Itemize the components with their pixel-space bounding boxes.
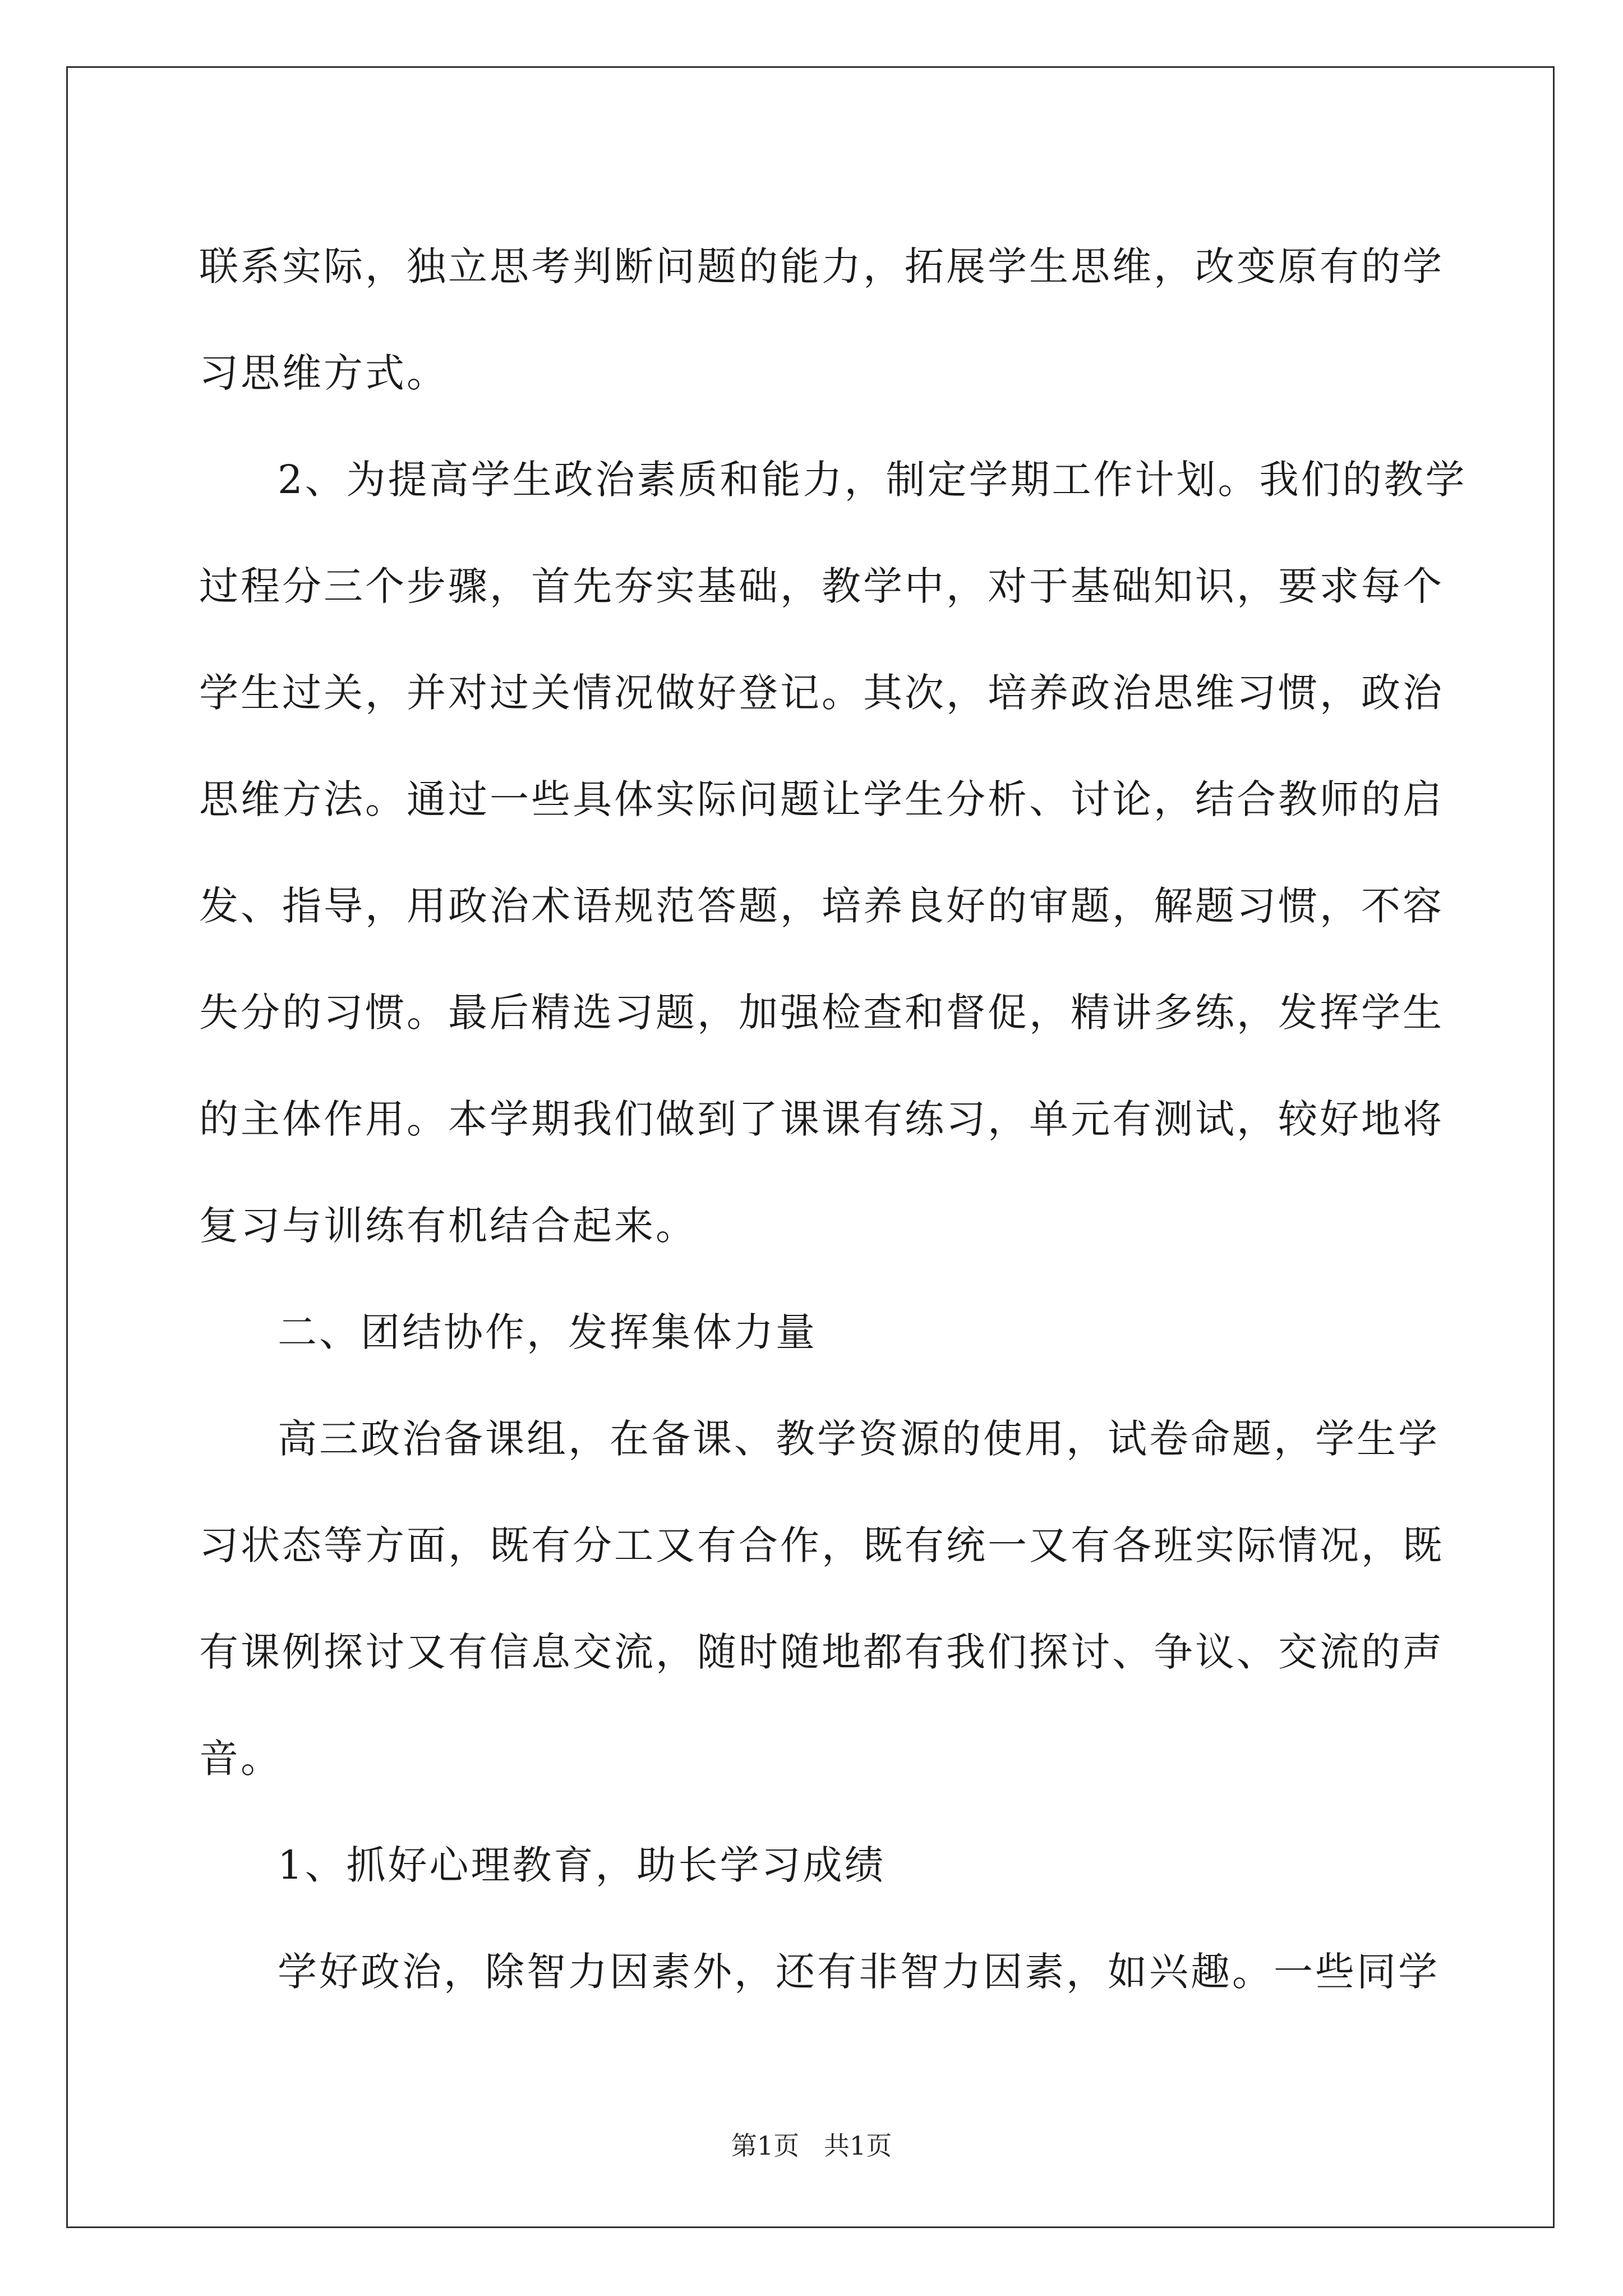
- heading-line: 1、抓好心理教育，助长学习成绩: [278, 1842, 886, 1888]
- text-line: 高三政治备课组，在备课、教学资源的使用，试卷命题，学生学: [278, 1416, 1440, 1462]
- text-line: 2、为提高学生政治素质和能力，制定学期工作计划。我们的教学: [278, 457, 1467, 503]
- page-footer: 第1页 共1页: [731, 2131, 892, 2161]
- text-line: 复习与训练有机结合起来。: [199, 1203, 697, 1249]
- text-line: 习状态等方面，既有分工又有合作，既有统一又有各班实际情况，既: [199, 1522, 1444, 1568]
- heading-line: 二、团结协作，发挥集体力量: [278, 1309, 817, 1355]
- text-line: 过程分三个步骤，首先夯实基础，教学中，对于基础知识，要求每个: [199, 563, 1444, 609]
- paragraph: [199, 213, 1444, 426]
- section-heading: [199, 1279, 1422, 1386]
- text-line: 联系实际，独立思考判断问题的能力，拓展学生思维，改变原有的学: [199, 243, 1444, 289]
- text-line: 习思维方式。: [199, 350, 448, 396]
- paragraph: [199, 426, 1467, 1279]
- text-line: 失分的习惯。最后精选习题，加强检查和督促，精讲多练，发挥学生: [199, 990, 1444, 1036]
- text-line: 学好政治，除智力因素外，还有非智力因素，如兴趣。一些同学: [278, 1949, 1440, 1995]
- text-line: 有课例探讨又有信息交流，随时随地都有我们探讨、争议、交流的声: [199, 1629, 1444, 1675]
- text-line: 思维方法。通过一些具体实际问题让学生分析、讨论，结合教师的启: [199, 776, 1444, 822]
- paragraph: [199, 1386, 1444, 1812]
- text-line: 音。: [199, 1736, 282, 1782]
- paragraph: [199, 1918, 1440, 2025]
- sub-heading: [199, 1812, 1422, 1918]
- text-line: 发、指导，用政治术语规范答题，培养良好的审题，解题习惯，不容: [199, 883, 1444, 929]
- text-line: 的主体作用。本学期我们做到了课课有练习，单元有测试，较好地将: [199, 1096, 1444, 1142]
- text-line: 学生过关，并对过关情况做好登记。其次，培养政治思维习惯，政治: [199, 670, 1444, 716]
